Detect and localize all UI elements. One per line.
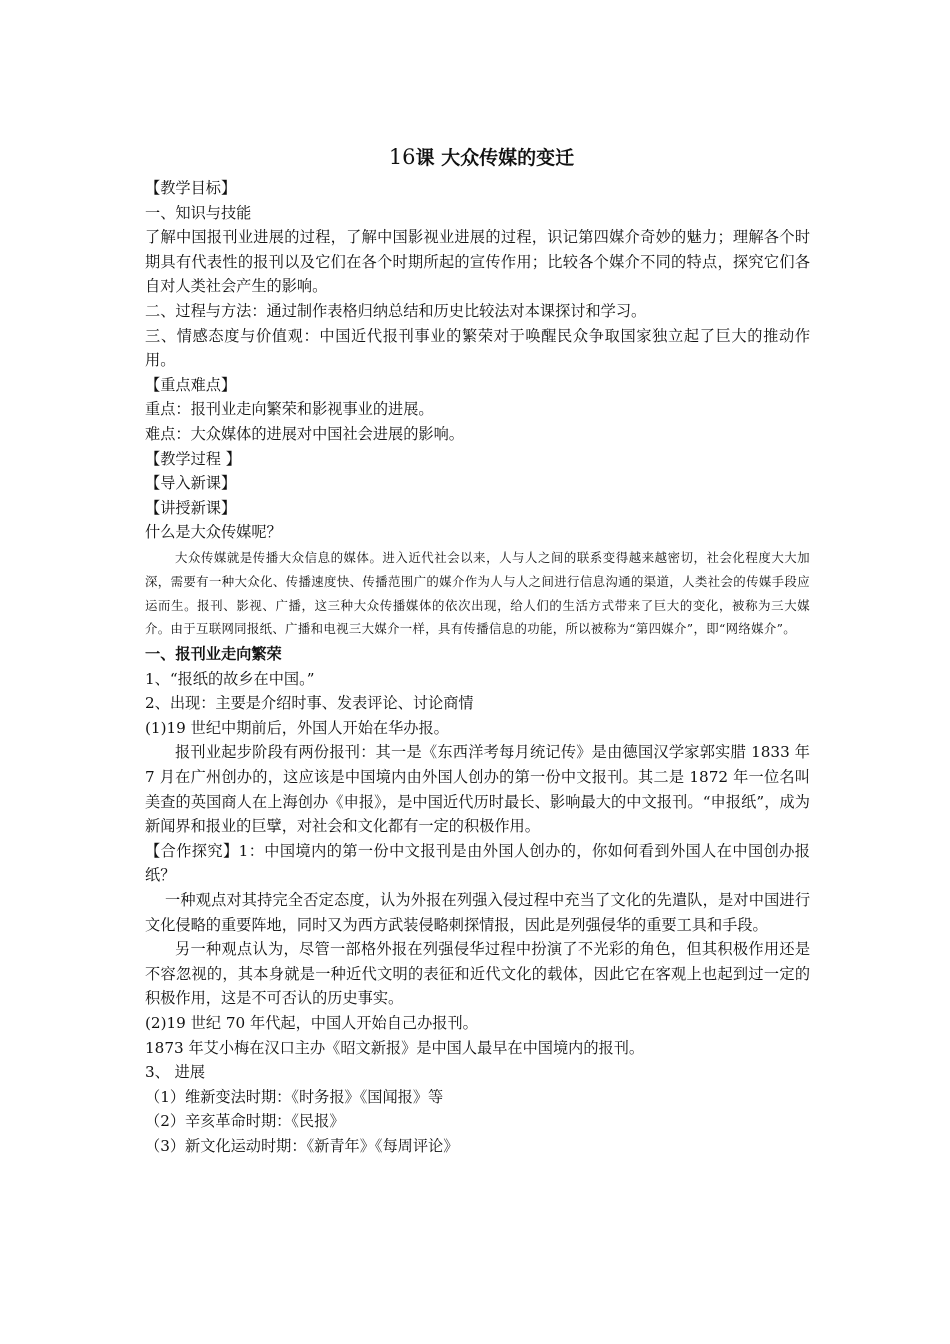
process-method: 二、过程与方法：通过制作表格归纳总结和历史比较法对本课探讨和学习。 [145, 301, 647, 320]
teaching-goal-heading: 【教学目标】 [145, 179, 237, 197]
viewpoint-one: 一种观点对其持完全否定态度，认为外报在列强入侵过程中充当了文化的先遣队，是对中国进行文化侵略的重要阵地，同时又为西方武装侵略刺探情报，因此是列强侵华的重要工具和手段。 [145, 891, 810, 934]
teaching-process-heading: 【教学过程 】 [145, 449, 241, 468]
title-lesson-number: 16 [388, 145, 416, 169]
mass-media-question: 什么是大众传媒呢？ [145, 523, 282, 542]
newspaper-start-paragraph: 报刊业起步阶段有两份报刊：其一是《东西洋考每月统记传》是由德国汉学家郭实腊 1833 年 7 月在广州创办的，这应该是中国境内由外国人创办的第一份中文报刊。其二是 1872 年一位名叫美查的英国商人在上海创办《申报》，是中国近代历时最长、影响最大的中文报刊。“申报纸”，成为新闻界和报业的巨擘，对社会和文化都有一定的积极作用。 [145, 743, 810, 836]
mass-media-definition-block [145, 546, 810, 641]
intro-heading: 【导入新课】 [145, 474, 237, 493]
title-text: 课 大众传媒的变迁 [415, 147, 575, 169]
list-item-2: 2、出现：主要是介绍时事、发表评论、讨论商情 [145, 694, 474, 713]
period-revolution: （2）辛亥革命时期：《民报》 [145, 1112, 345, 1131]
document-content [145, 140, 810, 1159]
viewpoint-two: 另一种观点认为，尽管一部格外报在列强侵华过程中扮演了不光彩的角色，但其积极作用还是不容忽视的，其本身就是一种近代文明的表征和近代文化的载体，因此它在客观上也起到过一定的积极作用，这是不可否认的历史事实。 [145, 940, 810, 1008]
list-item-2-1: (1)19 世纪中期前后，外国人开始在华办报。 [145, 718, 449, 737]
key-difficult-heading: 【重点难点】 [145, 375, 237, 394]
list-item-1: 1、“报纸的故乡在中国。” [145, 669, 315, 688]
list-item-3: 3、 进展 [145, 1063, 206, 1082]
list-item-2-2: (2)19 世纪 70 年代起，中国人开始自己办报刊。 [145, 1014, 478, 1032]
section-heading-newspaper: 一、报刊业走向繁荣 [145, 645, 282, 664]
period-new-culture: （3）新文化运动时期：《新青年》《每周评论》 [145, 1136, 459, 1155]
emotion-values: 三、情感态度与价值观：中国近代报刊事业的繁荣对于唤醒民众争取国家独立起了巨大的推动作用。 [145, 326, 810, 370]
cooperative-inquiry: 【合作探究】1：中国境内的第一份中文报刊是由外国人创办的，你如何看到外国人在中国创办报纸？ [145, 841, 810, 885]
page-title [145, 140, 810, 174]
knowledge-skills-body: 了解中国报刊业进展的过程，了解中国影视业进展的过程，识记第四媒介奇妙的魅力；理解各个时期具有代表性的报刊以及它们在各个时期所起的宣传作用；比较各个媒介不同的特点，探究它们各自对人类社会产生的影响。 [145, 228, 810, 296]
new-lesson-heading: 【讲授新课】 [145, 498, 237, 517]
difficult-point: 难点：大众媒体的进展对中国社会进展的影响。 [145, 424, 464, 443]
period-reform: （1）维新变法时期：《时务报》《国闻报》等 [145, 1087, 444, 1106]
mass-media-definition: 大众传媒就是传播大众信息的媒体。进入近代社会以来，人与人之间的联系变得越来越密切，社会化程度大大加深，需要有一种大众化、传播速度快、传播范围广的媒介作为人与人之间进行信息沟通的渠道，人类社会的传媒手段应运而生。报刊、影视、广播，这三种大众传播媒体的依次出现，给人们的生活方式带来了巨大的变化，被称为三大媒介。由于互联网同报纸、广播和电视三大媒介一样，具有传播信息的功能，所以被称为“第四媒介”，即“网络媒介”。 [145, 549, 810, 637]
key-point: 重点：报刊业走向繁荣和影视事业的进展。 [145, 400, 434, 419]
knowledge-skills-heading: 一、知识与技能 [145, 203, 252, 222]
zhaowen-paragraph: 1873 年艾小梅在汉口主办《昭文新报》是中国人最早在中国境内的报刊。 [145, 1038, 645, 1057]
